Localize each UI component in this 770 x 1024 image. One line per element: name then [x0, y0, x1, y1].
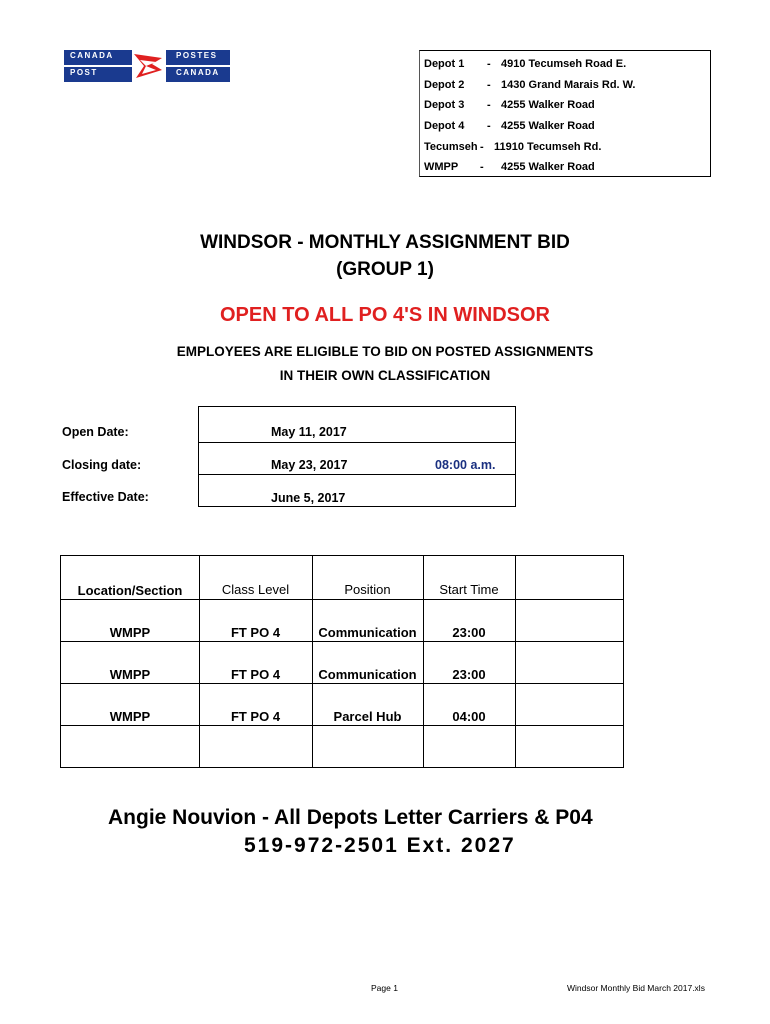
closing-date-label: Closing date:: [62, 458, 142, 472]
depot-list-box: Depot 1 - 4910 Tecumseh Road E. Depot 2 - 1430 Grand Marais Rd. W. Depot 3 - 4255 Walker Road Depot 4 - 4255 Walker Road Tecumseh - 11910 Tecumseh Rd. WMPP - 4255 Walker Road: [419, 50, 711, 177]
logo-canada-fr-text: CANADA: [176, 68, 220, 77]
page-number: Page 1: [371, 983, 398, 993]
table-cell: 23:00: [452, 625, 486, 640]
eligibility-line-2: IN THEIR OWN CLASSIFICATION: [279, 368, 491, 383]
closing-date-value: May 23, 2017: [271, 458, 348, 472]
table-cell: 23:00: [452, 667, 486, 682]
table-cell: FT PO 4: [230, 625, 281, 640]
eligibility-line-1: EMPLOYEES ARE ELIGIBLE TO BID ON POSTED ASSIGNMENTS: [176, 344, 594, 359]
table-cell: WMPP: [109, 625, 151, 640]
column-header: Position: [344, 582, 391, 597]
table-cell: WMPP: [109, 667, 151, 682]
assignment-table: [60, 555, 624, 768]
divider: [61, 641, 623, 642]
divider: [61, 725, 623, 726]
table-cell: FT PO 4: [230, 667, 281, 682]
contact-phone: 519-972-2501 Ext. 2027: [244, 834, 516, 857]
divider: [61, 599, 623, 600]
file-name: Windsor Monthly Bid March 2017.xls: [567, 983, 705, 993]
table-cell: WMPP: [109, 709, 151, 724]
closing-time-value: 08:00 a.m.: [435, 458, 496, 472]
page-title: WINDSOR - MONTHLY ASSIGNMENT BID: [200, 232, 570, 253]
divider: [199, 474, 515, 475]
effective-date-label: Effective Date:: [62, 490, 149, 504]
table-cell: 04:00: [452, 709, 486, 724]
table-cell: Parcel Hub: [333, 709, 402, 724]
page-subtitle-group: (GROUP 1): [336, 259, 434, 280]
contact-name: Angie Nouvion - All Depots Letter Carriers & P04: [108, 806, 593, 829]
canada-post-logo: [64, 50, 230, 82]
divider: [515, 556, 516, 767]
table-cell: Communication: [318, 625, 417, 640]
open-date-value: May 11, 2017: [271, 425, 347, 439]
dates-box: [198, 406, 516, 507]
open-date-label: Open Date:: [62, 425, 129, 439]
logo-emblem-icon: [132, 48, 166, 84]
divider: [199, 442, 515, 443]
divider: [61, 683, 623, 684]
column-header: Location/Section: [77, 583, 183, 598]
table-cell: FT PO 4: [230, 709, 281, 724]
logo-post-text: POST: [70, 68, 98, 77]
open-to-heading: OPEN TO ALL PO 4'S IN WINDSOR: [220, 304, 550, 326]
table-cell: Communication: [318, 667, 417, 682]
logo-postes-text: POSTES: [176, 51, 218, 60]
column-header: Class Level: [221, 582, 290, 597]
logo-canada-text: CANADA: [70, 51, 114, 60]
column-header: Start Time: [439, 582, 499, 597]
effective-date-value: June 5, 2017: [271, 491, 346, 505]
